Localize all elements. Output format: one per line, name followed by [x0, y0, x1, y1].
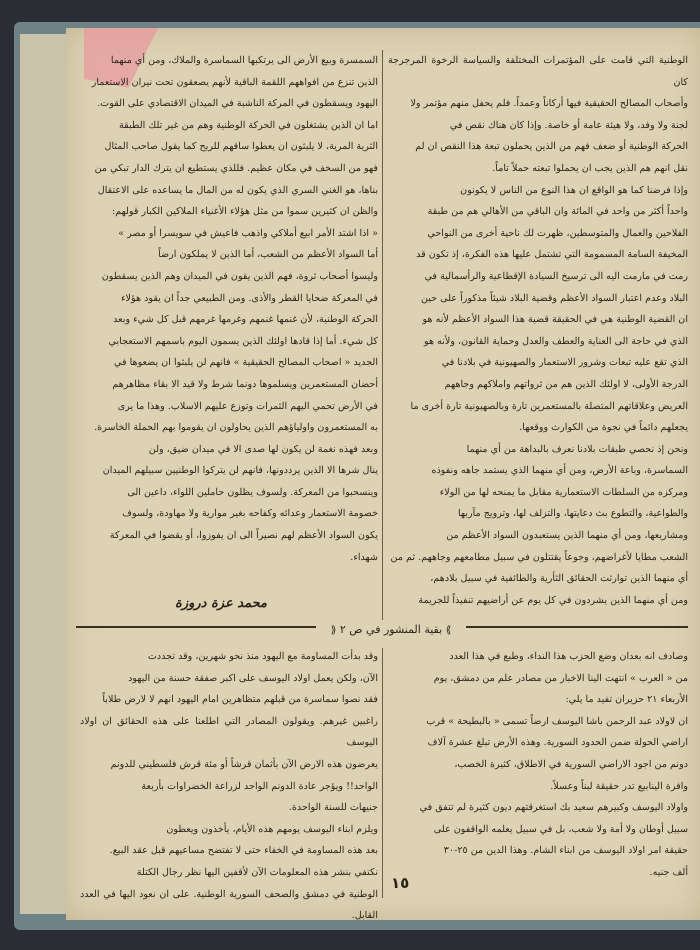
text-line: المخيفة السامة المسمومة التي تشتمل عليها هذه الفكرة، إذ تكون قد — [416, 249, 688, 261]
article-column-right — [388, 50, 688, 611]
text-line: الذي في حاجة الى العناية والعطف والعدل وحماية القانون، ولأنه هو — [424, 335, 688, 347]
text-line: سبيل أوطان ولا أمة ولا شعب، بل في سبيل يعلمه الواقفون على — [433, 823, 688, 835]
text-line: الوطنية في دمشق والصحف السورية الوطنية. على ان نعود اليها في العدد القابل. — [80, 888, 378, 922]
text-line: الجديد « اصحاب المصالح الحقيقية » فانهم لن يلبثوا ان يضعوها في — [113, 357, 378, 369]
ornament-icon: ⟪ — [330, 625, 337, 636]
text-line: واحداً أكثر من واحد في المائة وان الباقي من الأهالي هم من طبقة — [427, 206, 688, 218]
article-column-left — [80, 50, 378, 568]
page-number: ١٥ — [391, 874, 410, 892]
text-line: العريض وعلاقاتهم المتصلة بالمستعمرين تارة وبالصهيونية تارة أخرى ما — [410, 400, 688, 412]
text-line: الواحد!! ويؤجر عادة الدونم الواحد لزراعة الخضراوات بأربعة — [141, 780, 378, 792]
continued-banner — [316, 620, 466, 640]
text-line: بناها، هو الغني السري الذي يكون له من المال ما يساعده على الاعتقال — [97, 184, 378, 196]
text-line: الحركة الوطنية أو ضعف فهم من الذين يحملون تبعة هذا النقص ان لم — [415, 141, 688, 153]
text-line: رمت في مارمت اليه الى ترسيخ السيادة الإقطاعية والرأسمالية في — [424, 270, 688, 282]
text-line: وافرة الينابيع تدر حقيقة لبناً وعسلاً. — [550, 780, 688, 792]
text-line: الفلاحين والعمال والمتوسطين، ظهرت لك ناحية أخرى من النواحي — [427, 227, 688, 239]
text-line: اراضي الحولة ضمن الحدود السورية. وهذه الأرض تبلغ عشرة آلاف — [427, 737, 688, 749]
continuation-column-right — [388, 646, 688, 884]
text-line: الدرجة الأولى، لا اولئك الذين هم من ثرواتهم واملاكهم وجاههم — [444, 378, 688, 390]
text-line: ويلزم ابناء اليوسف يومهم هذه الأيام، يأخذون ويعطون — [166, 823, 378, 835]
text-line: الذي تقع عليه تبعات وشرور الاستعمار والصهيونية في بلادنا في — [441, 357, 688, 369]
text-line: خصومة الاستعمار وعدائه وكفاحه بغير موارية ولا مهاودة، ولسوف — [122, 508, 378, 520]
text-line: الثرية المرية، لا يلبثون ان يعطوا ساقهم للريح كما يقول صاحب المثال — [104, 141, 378, 153]
text-line: الشعب مطايا لأغراضهم، وجوعاً يقتتلون في سبيل مطامعهم وجاههم. ثم من — [390, 551, 688, 563]
text-line: ومن أي منهما الذين يشردون في كل يوم عن أراضيهم تنفيذاً للجريمة — [418, 594, 688, 606]
text-line: به المستعمرون واولياؤهم الذين يحاولون ان يقوموا بهم الحملة الخاسرة. — [94, 422, 378, 434]
text-line: من « العرب » انتهت الينا الاخبار من مصادر علم من دمشق، يوم — [433, 672, 688, 684]
text-line: ان القضية الوطنية هي في الحقيقة قضية هذا السواد الأعظم لأنه هو — [422, 314, 688, 326]
text-line: البلاد وعدم اعتبار السواد الأعظم وقضية البلاد شيئاً مذكوراً على حين — [420, 292, 688, 304]
text-line: ومشاريعها، ومن أي منهما الذين يستعبدون السواد الأعظم من — [446, 530, 688, 542]
text-line: السمسرة وبيع الأرض الى يرتكبها السماسرة والملاك، ومن أي منهما — [110, 55, 378, 66]
text-line: ينال شرها الا الذين يرددونها، فانهم لن يتركوا الوطنيين سبيلهم الميدان — [102, 465, 378, 477]
text-line: أحضان المستعمرين ويسلموها دونما شرط ولا قيد الا بقاء مظاهرهم — [112, 378, 378, 390]
text-line: وصادف انه بعدان وضع الحزب هذا النداء، وطبع في هذا العدد — [449, 651, 688, 662]
text-line: وينسحبوا من المعركة. ولسوف يظلون حاملين اللواء، داعين الى — [127, 486, 378, 498]
text-line: دونم من اجود الاراضي السورية في الاطلاق، كثيرة الخصب، — [454, 758, 688, 770]
text-line: ومركزه من السلطات الاستعمارية مقابل ما يمنحه لها من الولاء — [439, 486, 688, 498]
column-divider — [382, 50, 383, 640]
text-line: نكتفي بنشر هذه المعلومات الآن لأقفين اليها نظر رجال الكتلة — [136, 866, 378, 878]
text-line: الأربعاء ٢١ حزيران تفيد ما يلي: — [565, 694, 688, 706]
text-line: « اذا اشتد الأمر ابيع أملاكي واذهب فاعيش في سويسرا أو مصر » — [118, 227, 378, 239]
text-line: ألف جنيه. — [649, 866, 688, 878]
text-line: يعرضون هذه الارض الآن بأثمان قرشاً أو مئة قرش فلسطيني للدونم — [110, 758, 378, 770]
text-line: وبعد فهذه نغمة لن يكون لها صدى الا في ميدان ضيق، ولن — [148, 443, 378, 455]
text-line: راغبين غيرهم. ويقولون المصادر التي اطلعنا على هذه الحقائق ان اولاد اليوسف — [80, 715, 378, 749]
text-line: فقد نصوا سماسرة من قبلهم متظاهرين امام اليهود انهم لا لارض طلاباً — [102, 694, 378, 706]
author-signature: محمد عزة دروزة — [175, 596, 267, 611]
text-line: يكون السواد الأعظم لهم نصيراً الى ان يفوزوا، أو يقضوا في المعركة — [109, 530, 378, 542]
text-line: ان لاولاد عبد الرحمن باشا اليوسف ارضاً تسمى « بالبطيحة » قرب — [426, 715, 688, 727]
text-line: وإذا فرضنا كما هو الواقع ان هذا النوع من الناس لا يكونون — [460, 184, 688, 196]
magazine-page — [66, 28, 700, 920]
text-line: أما السواد الأعظم من الشعب، أما الذين لا يملكون ارضاً — [158, 249, 378, 261]
bottom-column-divider — [382, 648, 383, 898]
text-line: وأصحاب المصالح الحقيقية فيها أركاناً وعمداً. فلم يحفل منهم مؤتمر ولا — [410, 98, 688, 110]
text-line: حقيقة امر اولاد اليوسف من ابناء الشام. وهذا الدين من ٢٥-٣٠ — [443, 845, 688, 857]
text-line: في المعركة ضحايا القطر والأذى. ومن الطبيعي جداً ان يقود هؤلاء — [121, 292, 378, 304]
text-line: بعد هذه المساومة في الخفاء حتى لا تفتضح مساعيهم قبل عقد البيع. — [109, 845, 378, 857]
text-line: الذين تنزع من افواههم اللقمة الباقية لأنهم يصعقون تحت نيران الاستعمار — [91, 76, 378, 88]
ornament-icon: ⟫ — [445, 625, 452, 636]
text-line: كل شيء. أما إذا قادها اولئك الذين يسمون اليوم باسمهم الاستعجابي — [108, 335, 378, 347]
text-line: يجعلهم دائماً في نجوة من الكوارث ووقعها. — [519, 422, 688, 434]
text-line: أي منهما الذين توارثت الحقائق الثأرية والطائفية في سبيل بلادهم، — [430, 573, 688, 585]
text-line: في الأرض تحمي اليهم الثمرات وتوزع عليهم الاسلاب. وهذا ما يرى — [117, 400, 378, 412]
text-line: والطواعية، والتطوع بث دعايتها، والتزلف لها، وترويج مآربها — [457, 508, 688, 520]
text-line: نقل انهم هم الذين يجب ان يحملوا تبعته حملاً تاماً. — [492, 162, 688, 174]
text-line: الوطنية التي قامت على المؤتمرات المختلفة والسياسة الرخوة المرجرجة كان — [388, 55, 688, 88]
text-line: اليهود ويسقطون في المركة الناشبة في الميدان الاقتصادي على القوت. — [97, 98, 378, 110]
text-line: الآن، ولكن يعمل اولاد اليوسف على اكبر صفقة حسنة من اليهود — [128, 672, 378, 684]
continuation-column-left — [80, 646, 378, 927]
text-line: واولاد اليوسف وكبيرهم سعيد بك استغرقتهم ديون كثيرة لم تتفق في — [419, 802, 688, 814]
text-line: شهداء. — [350, 551, 378, 563]
text-line: فهو من السخف في مكان عظيم. فللذي يستطيع ان يترك الدار تبكي من — [94, 162, 378, 174]
text-line: وقد بدأت المساومة مع اليهود منذ نحو شهرين، وقد تجددت — [147, 651, 378, 662]
text-line: وليسوا أصحاب ثروة، فهم الذين يقون في الميدان وهم الذين يسقطون — [101, 270, 378, 282]
text-line: والظن ان كثيرين سموا من مثل هؤلاء الأغنياء الملاكين الكبار قولهم: — [111, 206, 378, 218]
continued-label: بقية المنشور في ص ٢ — [339, 623, 443, 636]
text-line: اما ان الذين يشتغلون في الحركة الوطنية وهم من غير تلك الطبقة — [119, 119, 378, 131]
text-line: ونحن إذ نحصي طبقات بلادنا نعرف بالبداهة من أي منهما — [466, 443, 688, 455]
text-line: جنيهات للسنة الواحدة. — [288, 802, 378, 814]
text-line: السماسرة، وباعة الأرض، ومن أي منهما الذي يستمد جاهه ونفوذه — [431, 465, 688, 477]
text-line: لجنة ولا وفد، ولا هيئة عامة أو خاصة. وإذا كان هناك نقص في — [449, 119, 688, 131]
text-line: الحركة الوطنية، لأن غنمها غنمهم وغرمها غرمهم قبل كل شيء وبعد — [113, 314, 378, 326]
